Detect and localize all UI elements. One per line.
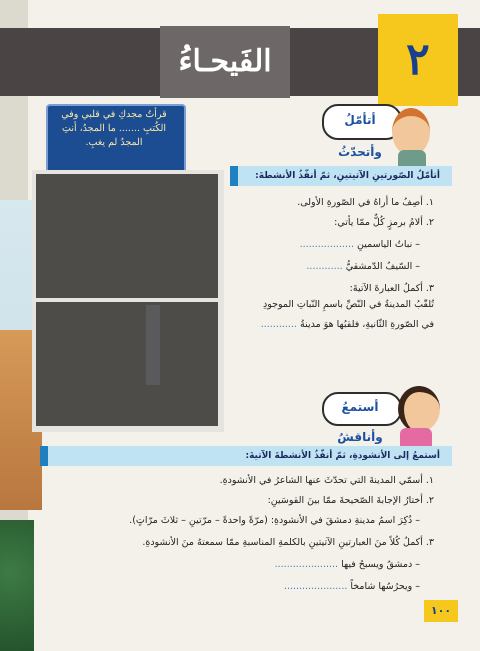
poem-text bbox=[50, 108, 178, 170]
sentence-1: – دمشقُ ويسبحُ فيها bbox=[341, 559, 420, 570]
sword-blank: ............ bbox=[306, 261, 343, 272]
section1-item-3: ٣. أكملُ العبارةَ الآتيةَ: bbox=[349, 283, 434, 294]
page-number: ١٠٠ bbox=[430, 604, 452, 617]
sentence-2: – ويحرُسُها شامخاً bbox=[350, 581, 420, 592]
section1-item-2a bbox=[300, 238, 420, 252]
sentence-1-blank: ..................... bbox=[274, 559, 339, 570]
girl-character-body bbox=[400, 428, 432, 446]
section2-item-3a bbox=[275, 558, 420, 572]
section2-item-3b bbox=[284, 580, 420, 594]
section1-item-3-line2 bbox=[261, 318, 434, 332]
section2-item-1: ١. أسمّي المدينةَ التي تحدّثَ عنها الشاعرُ في الأنشودةِ. bbox=[219, 475, 434, 486]
poem-line-1: قرأتُ مجدكِ في قلبي وفي bbox=[61, 109, 167, 120]
section2-item-3: ٣. أكملُ كُلاً منَ العبارتينِ الآتيتينِ بالكلمةِ المناسبةِ ممّا سمعتهُ منَ الأنشودةِ. bbox=[142, 537, 434, 548]
observe-badge-label: أتأمّلُ وأتحدّثُ bbox=[338, 113, 382, 159]
section2-item-2a: – ذُكِرَ اسمُ مدينةِ دمشقَ في الأنشودةِ: (مرّةً واحدةً – مرّتينِ – ثلاثَ مرّاتٍ). bbox=[129, 515, 420, 526]
photo-damascus-view bbox=[36, 174, 218, 298]
tower-silhouette bbox=[146, 305, 160, 385]
poem-line-3: المجدُ لم يغبِ. bbox=[85, 137, 143, 148]
boy-character-icon bbox=[392, 108, 430, 156]
section1-item-2b bbox=[306, 260, 420, 274]
section1-item-2: ٢. ألامُ برمزٍ كُلٌّ ممّا يأتي: bbox=[334, 217, 434, 228]
jasmine-blank: .................. bbox=[299, 239, 354, 250]
left-tree-illustration bbox=[0, 520, 34, 651]
listen-badge-label: أستمعُ وأناقشُ bbox=[337, 400, 383, 444]
poem-line-2: الكُتبِ ....... ما المجدُ، أنتِ bbox=[62, 123, 166, 134]
photo-damascus-tower bbox=[36, 302, 218, 426]
lesson-title: الفَيحـاءُ bbox=[178, 44, 272, 79]
section1-instruction: أتأمّلُ الصّورتينِ الآتيتينِ، ثمّ أنفّذُ الأنشطةَ: bbox=[255, 171, 440, 181]
section1-item-3-line1: تُلقّبُ المدينةُ في النّصِّ باسمِ النّباتِ الموجودِ bbox=[262, 299, 434, 310]
sentence-2-blank: ..................... bbox=[283, 581, 348, 592]
lesson-number: ٢ bbox=[406, 34, 430, 85]
nickname-prompt: في الصّورةِ الثّانيةِ، فلقبُها هوَ مدينةُ bbox=[300, 319, 434, 330]
girl-character-icon bbox=[398, 386, 440, 432]
boy-character-body bbox=[398, 150, 426, 166]
sword-label: – السّيفُ الدّمشقيُّ bbox=[345, 261, 420, 272]
section1-item-1: ١. أصِفُ ما أراهُ في الصّورةِ الأولى. bbox=[297, 197, 434, 208]
section2-instruction: أستمعُ إلى الأنشودةِ، ثمّ أنفّذُ الأنشطةَ الآتيةَ: bbox=[245, 451, 440, 461]
section2-item-2: ٢. أختارُ الإجابةَ الصّحيحةَ ممّا بينَ القوسَينِ: bbox=[267, 495, 434, 506]
jasmine-label: – نباتُ الياسمينِ bbox=[357, 239, 420, 250]
nickname-blank: ............ bbox=[260, 319, 297, 330]
